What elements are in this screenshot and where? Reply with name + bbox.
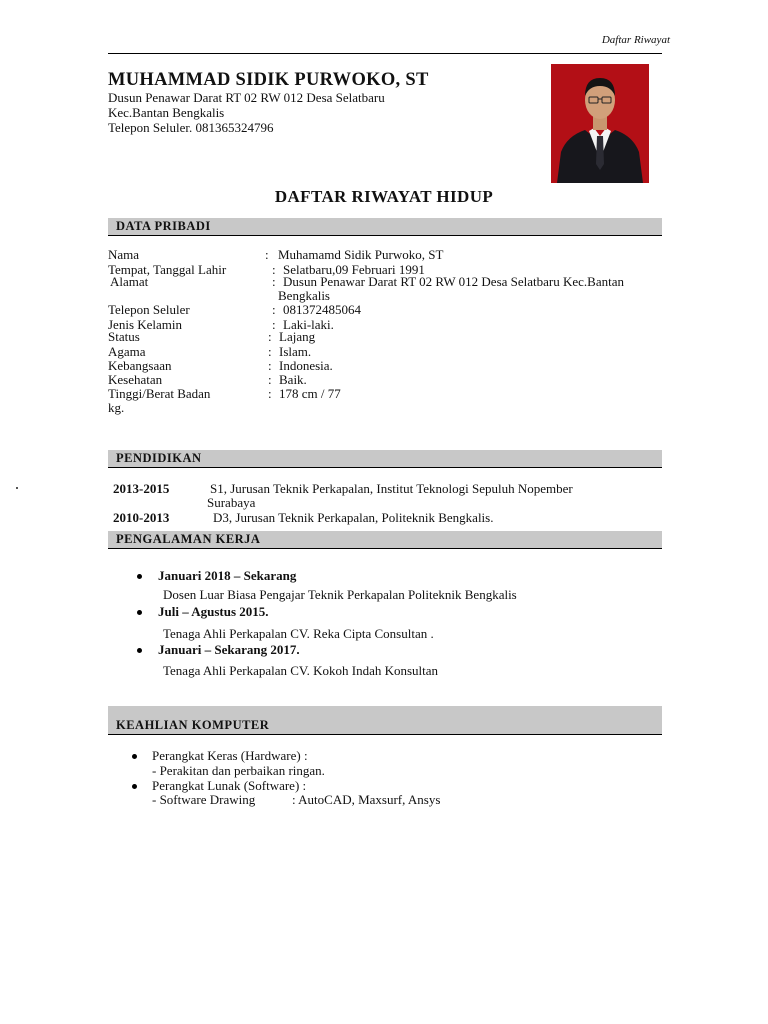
field-value-nama: Muhamamd Sidik Purwoko, ST [278,247,444,262]
field-label-kebangsaan: Kebangsaan [108,358,172,373]
document-title: DAFTAR RIWAYAT HIDUP [274,187,494,206]
section-heading: PENDIDIKAN [116,451,202,465]
education-desc: S1, Jurusan Teknik Perkapalan, Institut Teknologi Sepuluh Nopember [210,481,573,496]
field-separator: : [268,372,272,387]
bullet-icon [132,784,137,789]
experience-period: Januari – Sekarang 2017. [158,642,300,657]
field-value-ttl: Selatbaru,09 Februari 1991 [283,262,425,277]
experience-desc: Tenaga Ahli Perkapalan CV. Reka Cipta Consultan . [163,626,434,641]
bullet-icon [137,648,142,653]
skill-title: Perangkat Keras (Hardware) : [152,748,308,763]
field-separator: : [272,274,276,289]
header-rule [108,53,662,54]
field-value-jenis-kelamin: Laki-laki. [283,317,334,332]
field-separator: : [272,302,276,317]
field-value-alamat-cont: Bengkalis [278,288,330,303]
field-value-alamat: Dusun Penawar Darat RT 02 RW 012 Desa Selatbaru Kec.Bantan [283,274,624,289]
experience-desc: Tenaga Ahli Perkapalan CV. Kokoh Indah Konsultan [163,663,439,678]
skill-detail: - Perakitan dan perbaikan ringan. [152,763,325,778]
section-heading: DATA PRIBADI [116,219,211,233]
field-separator: : [265,247,269,262]
field-separator: : [268,344,272,359]
field-label-nama: Nama [108,247,140,262]
education-desc: D3, Jurusan Teknik Perkapalan, Politeknik Bengkalis. [213,510,494,525]
bullet-icon [137,610,142,615]
skill-detail-value: : AutoCAD, Maxsurf, Ansys [292,792,441,807]
field-label-status: Status [108,329,140,344]
applicant-name: MUHAMMAD SIDIK PURWOKO, ST [108,70,429,90]
margin-mark [16,487,18,489]
section-data-pribadi [108,218,662,236]
section-heading: KEAHLIAN KOMPUTER [116,718,270,732]
profile-photo [551,64,649,183]
section-pengalaman-kerja [108,531,662,549]
field-label-alamat: Alamat [110,274,149,289]
education-years: 2013-2015 [113,481,170,496]
skill-detail: - Software Drawing [152,792,256,807]
bullet-icon [132,754,137,759]
phone-line: Telepon Seluler. 081365324796 [108,120,274,135]
field-value-kesehatan: Baik. [279,372,307,387]
education-desc-cont: Surabaya [207,495,256,510]
running-header: Daftar Riwayat [601,34,670,46]
skill-title: Perangkat Lunak (Software) : [152,778,307,793]
section-pendidikan [108,450,662,468]
field-separator: : [272,317,276,332]
field-value-kebangsaan: Indonesia. [279,358,333,373]
field-label-ttl: Tempat, Tanggal Lahir [108,262,227,277]
person-portrait-icon [551,64,649,183]
field-value-telepon: 081372485064 [283,302,361,317]
address-line-2: Kec.Bantan Bengkalis [108,105,225,120]
field-label-kesehatan: Kesehatan [108,372,163,387]
experience-period: Januari 2018 – Sekarang [158,568,297,583]
field-value-agama: Islam. [279,344,312,359]
field-separator: : [268,358,272,373]
field-label-tinggi-berat: Tinggi/Berat Badan [108,386,211,401]
field-separator: : [268,386,272,401]
section-heading: PENGALAMAN KERJA [116,532,261,546]
field-label-telepon: Telepon Seluler [108,302,190,317]
field-label-agama: Agama [108,344,146,359]
experience-desc: Dosen Luar Biasa Pengajar Teknik Perkapalan Politeknik Bengkalis [163,587,517,602]
education-years: 2010-2013 [113,510,170,525]
address-line-1: Dusun Penawar Darat RT 02 RW 012 Desa Selatbaru [108,90,385,105]
experience-period: Juli – Agustus 2015. [158,604,269,619]
field-value-status: Lajang [279,329,316,344]
field-label-tinggi-berat-cont: kg. [108,400,125,415]
field-separator: : [272,262,276,277]
field-label-jenis-kelamin: Jenis Kelamin [108,317,183,332]
section-keahlian-komputer [108,706,662,735]
field-value-tinggi-berat: 178 cm / 77 [279,386,341,401]
bullet-icon [137,574,142,579]
field-separator: : [268,329,272,344]
